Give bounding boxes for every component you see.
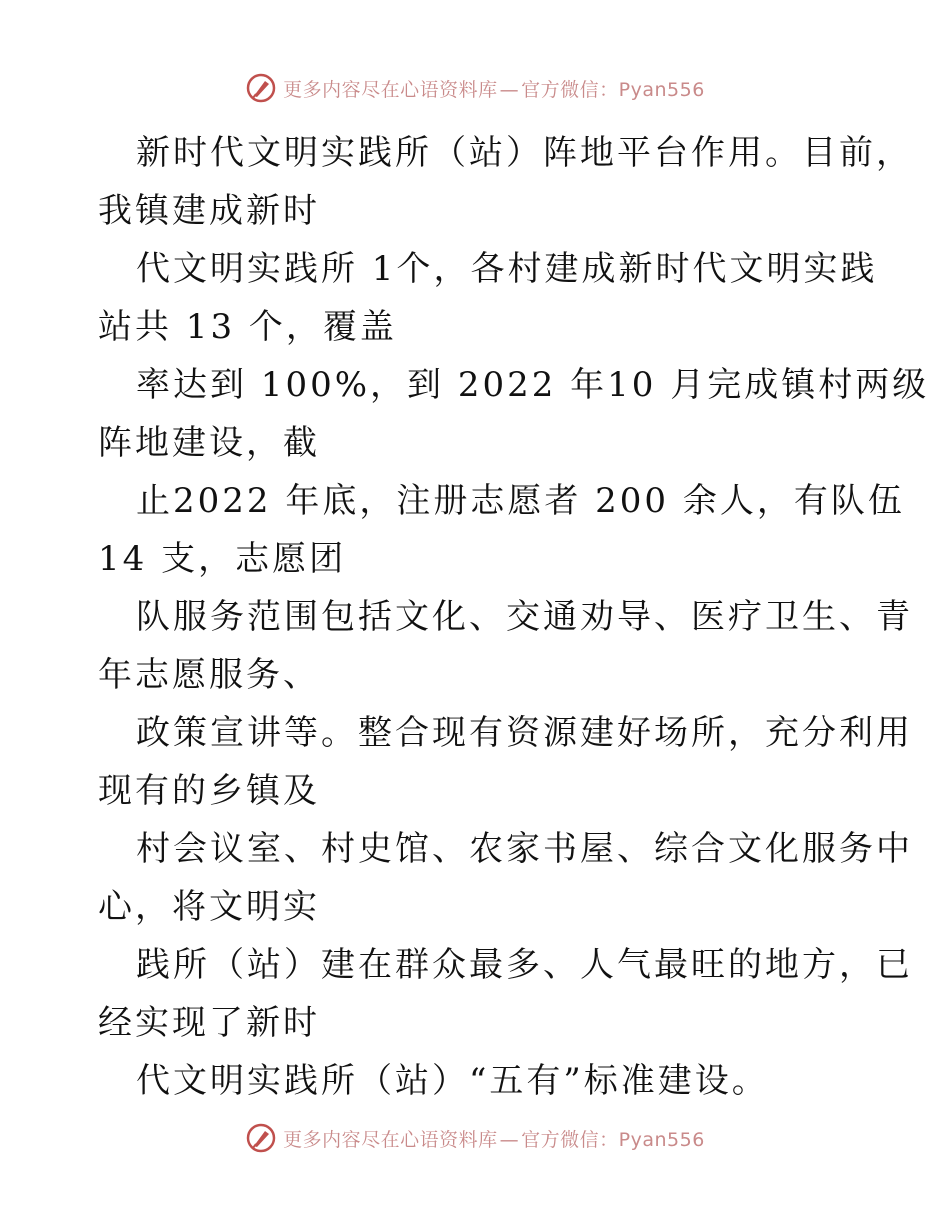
- paragraph-line: 阵地建设，截: [98, 423, 320, 463]
- footer-watermark: [0, 1122, 950, 1154]
- paragraph-line: 代文明实践所（站）“五有”标准建设。: [136, 1061, 769, 1101]
- paragraph-line: 止2022 年底，注册志愿者 200 余人，有队伍: [136, 481, 905, 521]
- paragraph: [98, 588, 913, 704]
- header-watermark: [0, 72, 950, 104]
- paragraph: [98, 936, 913, 1052]
- paragraph: [98, 124, 913, 240]
- paragraph-line: 经实现了新时: [98, 1003, 320, 1043]
- paragraph-line: 政策宣讲等。整合现有资源建好场所，充分利用: [136, 713, 913, 753]
- paragraph-line: 年志愿服务、: [98, 655, 320, 695]
- watermark-text: 更多内容尽在心语资料库 — 官方微信：Pyan556: [283, 1128, 705, 1151]
- paragraph-line: 14 支，志愿团: [98, 539, 347, 579]
- paragraph: [98, 1052, 858, 1110]
- paragraph-line: 村会议室、村史馆、农家书屋、综合文化服务中: [136, 829, 913, 869]
- document-body: [98, 124, 930, 1110]
- quill-logo-icon: [245, 1122, 277, 1154]
- paragraph: [98, 704, 913, 820]
- paragraph-line: 代文明实践所 1个，各村建成新时代文明实践: [136, 249, 878, 289]
- quill-logo-icon: [245, 72, 277, 104]
- paragraph-line: 我镇建成新时: [98, 191, 320, 231]
- paragraph-line: 队服务范围包括文化、交通劝导、医疗卫生、青: [136, 597, 913, 637]
- paragraph-line: 率达到 100%，到 2022 年10 月完成镇村两级: [136, 365, 930, 405]
- paragraph-line: 践所（站）建在群众最多、人气最旺的地方，已: [136, 945, 913, 985]
- paragraph-line: 现有的乡镇及: [98, 771, 320, 811]
- paragraph: [98, 820, 913, 936]
- paragraph-line: 心，将文明实: [98, 887, 320, 927]
- paragraph-line: 站共 13 个，覆盖: [98, 307, 397, 347]
- paragraph: [98, 356, 930, 472]
- watermark-text: 更多内容尽在心语资料库 — 官方微信：Pyan556: [283, 78, 705, 101]
- paragraph-line: 新时代文明实践所（站）阵地平台作用。目前，: [136, 133, 913, 173]
- paragraph: [98, 472, 905, 588]
- paragraph: [98, 240, 878, 356]
